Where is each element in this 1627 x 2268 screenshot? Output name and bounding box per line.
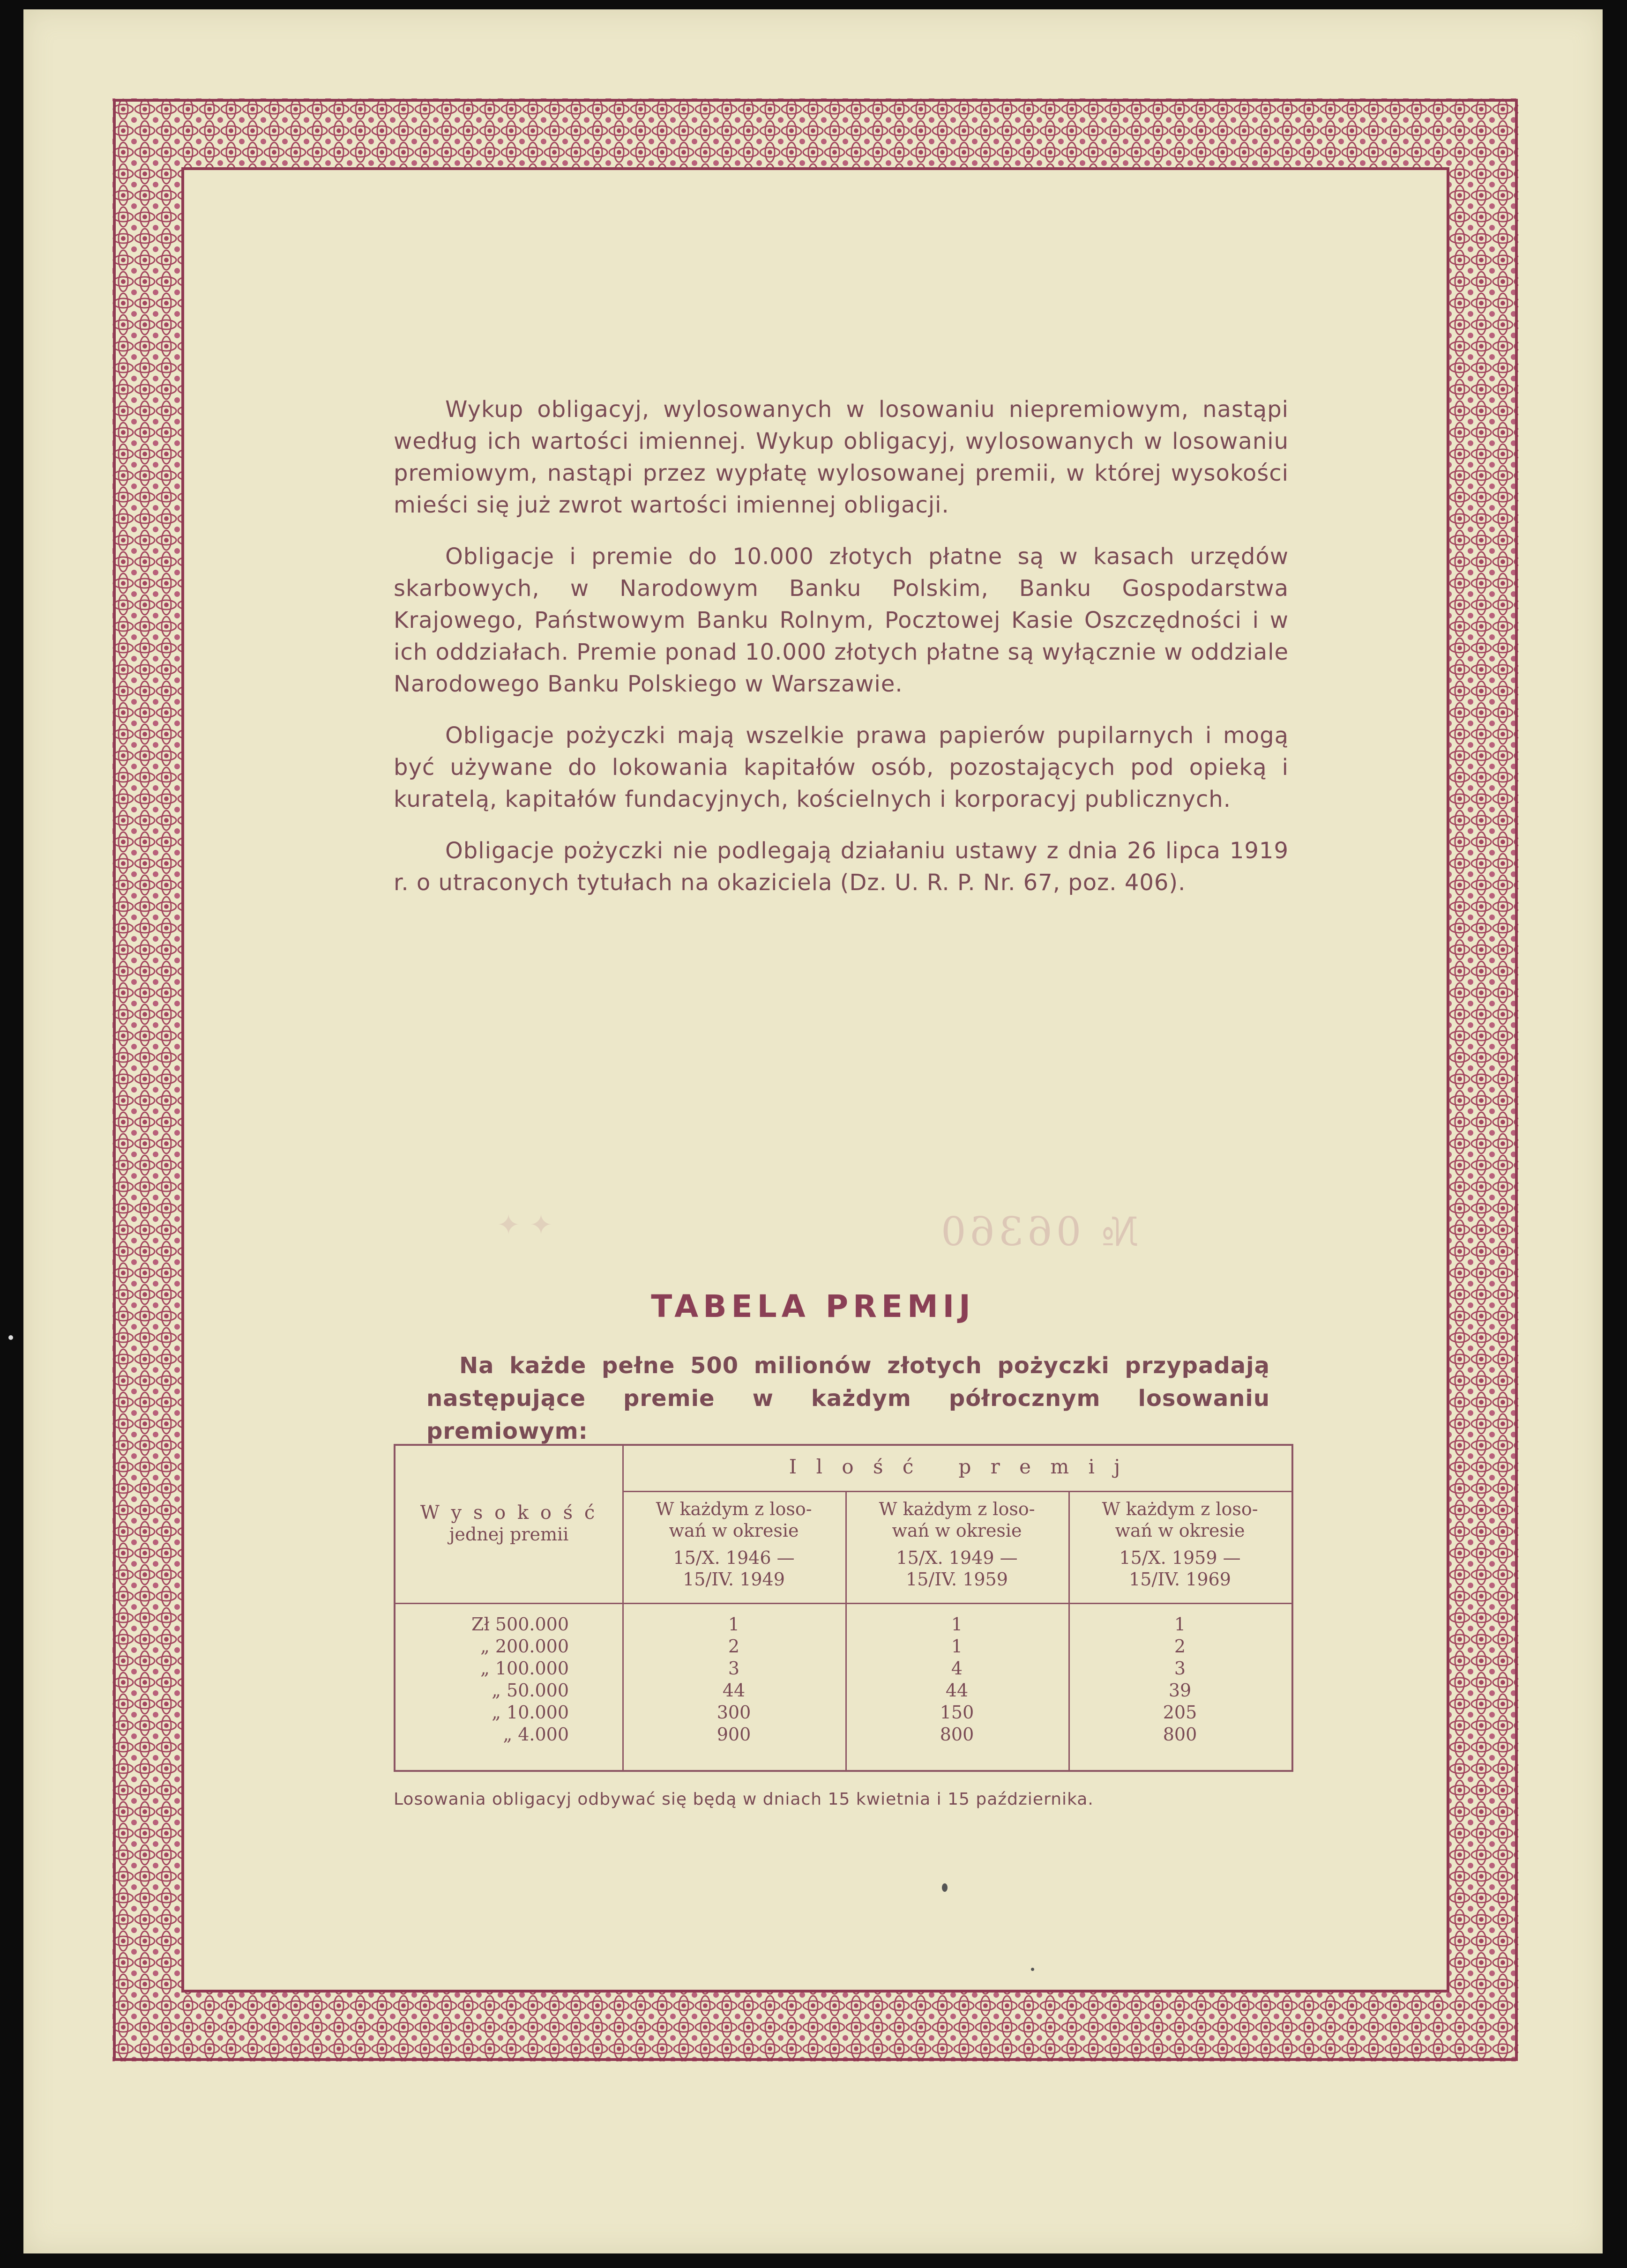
column-header-3-line2: wań w okresie: [1115, 1520, 1245, 1541]
period-3-values: [1068, 1614, 1291, 1746]
header-group-quantity: I l o ś ć p r e m i j: [789, 1455, 1127, 1478]
value-cell: 1: [951, 1614, 963, 1635]
column-header-3-line3: 15/X. 1959 —: [1119, 1547, 1241, 1568]
paragraph-law: Obligacje pożyczki nie podlegają działaniu ustawy z dnia 26 lipca 1919 r. o utraconych tytułach na okaziciela (Dz. U. R. P. Nr. 67, poz. 406).: [394, 838, 1289, 896]
value-cell: 44: [945, 1680, 969, 1701]
value-cell: 3: [728, 1658, 740, 1679]
column-header-1-line3: 15/X. 1946 —: [673, 1547, 795, 1568]
amount-cell: Zł 500.000: [471, 1614, 569, 1635]
column-header-3-line4: 15/IV. 1969: [1129, 1569, 1231, 1590]
column-header-3-line1: W każdym z loso-: [1102, 1499, 1258, 1519]
column-header-2-line3: 15/X. 1949 —: [896, 1547, 1018, 1568]
value-cell: 44: [722, 1680, 746, 1701]
amount-cell: „ 100.000: [480, 1658, 569, 1679]
row-header-line1: W y s o k o ś ć: [420, 1502, 598, 1524]
value-cell: 150: [940, 1702, 974, 1723]
column-header-2: [845, 1498, 1068, 1590]
terms-text: [394, 394, 1289, 918]
value-cell: 300: [716, 1702, 751, 1723]
table-intro: Na każde pełne 500 milionów złotych pożyczki przypadają następujące premie w każdym półrocznym losowaniu premiowym:: [426, 1353, 1270, 1444]
paragraph-payment: Obligacje i premie do 10.000 złotych płatne są w kasach urzędów skarbowych, w Narodowym Banku Polskim, Banku Gospodarstwa Krajowego, Państwowym Banku Rolnym, Pocztowej Kasie Oszczędności i w ich oddziałach. Premie ponad 10.000 złotych płatne są wyłącznie w oddziale Narodowego Banku Polskiego w Warszawie.: [394, 543, 1289, 697]
value-cell: 1: [951, 1636, 963, 1657]
value-cell: 2: [728, 1636, 740, 1657]
period-1-values: [622, 1614, 845, 1746]
amount-cell: „ 4.000: [503, 1724, 569, 1745]
paper-speck: [942, 1883, 948, 1892]
column-header-1-line4: 15/IV. 1949: [683, 1569, 785, 1590]
amount-cell: „ 200.000: [480, 1636, 569, 1657]
bond-document: [23, 9, 1603, 2253]
paper-speck: [1031, 1968, 1034, 1971]
column-header-1-line1: W każdym z loso-: [656, 1499, 812, 1519]
row-header: [396, 1502, 622, 1545]
value-cell: 3: [1174, 1658, 1186, 1679]
draw-dates-note: Losowania obligacyj odbywać się będą w dniach 15 kwietnia i 15 października.: [394, 1790, 1094, 1809]
faint-bleedthrough-mark: ✦ ✦: [497, 1209, 553, 1242]
column-header-2-line4: 15/IV. 1959: [906, 1569, 1008, 1590]
value-cell: 800: [1163, 1724, 1197, 1745]
paragraph-redemption: Wykup obligacyj, wylosowanych w losowaniu niepremiowym, nastąpi według ich wartości imiennej. Wykup obligacyj, wylosowanych w losowaniu premiowym, nastąpi przez wypłatę wylosowanej premii, w której wysokości mieści się już zwrot wartości imiennej obligacji.: [394, 396, 1289, 518]
faint-serial-number: № 06360: [937, 1209, 1139, 1255]
value-cell: 2: [1174, 1636, 1186, 1657]
column-header-2-line2: wań w okresie: [892, 1520, 1022, 1541]
row-header-line2: jednej premii: [449, 1524, 569, 1545]
column-header-2-line1: W każdym z loso-: [879, 1499, 1035, 1519]
amounts-column: [424, 1614, 569, 1746]
value-cell: 1: [1174, 1614, 1186, 1635]
value-cell: 800: [940, 1724, 974, 1745]
column-header-1: [622, 1498, 845, 1590]
period-2-values: [845, 1614, 1068, 1746]
column-header-1-line2: wań w okresie: [669, 1520, 799, 1541]
column-header-3: [1068, 1498, 1291, 1590]
value-cell: 1: [728, 1614, 740, 1635]
value-cell: 900: [716, 1724, 751, 1745]
paragraph-rights: Obligacje pożyczki mają wszelkie prawa papierów pupilarnych i mogą być używane do lokowania kapitałów osób, pozostających pod opieką i kuratelą, kapitałów fundacyjnych, kościelnych i korporacyj publicznych.: [394, 722, 1289, 812]
value-cell: 4: [951, 1658, 963, 1679]
background-speck: [8, 1335, 13, 1340]
value-cell: 205: [1163, 1702, 1197, 1723]
value-cell: 39: [1168, 1680, 1192, 1701]
prize-table: [394, 1444, 1293, 1772]
table-title: TABELA PREMIJ: [651, 1288, 975, 1324]
amount-cell: „ 10.000: [492, 1702, 569, 1723]
amount-cell: „ 50.000: [492, 1680, 569, 1701]
